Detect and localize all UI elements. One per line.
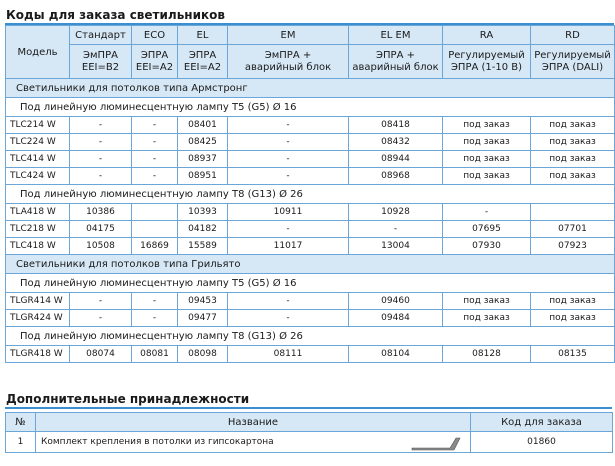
code-cell: 04182 bbox=[178, 221, 228, 238]
code-cell: 08081 bbox=[132, 346, 178, 363]
code-cell: под заказ bbox=[531, 134, 615, 151]
code-cell: - bbox=[228, 293, 349, 310]
code-cell: под заказ bbox=[531, 293, 615, 310]
code-cell: 09453 bbox=[178, 293, 228, 310]
accessory-number: 1 bbox=[6, 432, 36, 453]
column-description-line: EEI=A2 bbox=[183, 61, 222, 73]
model-cell: TLGR424 W bbox=[6, 310, 70, 327]
code-cell: 07701 bbox=[531, 221, 615, 238]
code-cell: 08937 bbox=[178, 151, 228, 168]
lamp-type-row bbox=[6, 327, 615, 346]
column-description-line: аварийный блок bbox=[352, 61, 439, 73]
column-description-line: ЭПРА + bbox=[376, 49, 415, 61]
code-cell: 08104 bbox=[349, 346, 443, 363]
accessories-header-row bbox=[6, 413, 613, 432]
code-cell: 08111 bbox=[228, 346, 349, 363]
model-cell: TLC218 W bbox=[6, 221, 70, 238]
code-cell: 13004 bbox=[349, 238, 443, 255]
code-cell: 08418 bbox=[349, 117, 443, 134]
code-cell: 08135 bbox=[531, 346, 615, 363]
table-row bbox=[6, 134, 615, 151]
code-cell: - bbox=[228, 134, 349, 151]
code-cell: под заказ bbox=[443, 310, 531, 327]
column-header: RA bbox=[443, 26, 531, 45]
column-description-line: ЭПРА (DALI) bbox=[541, 61, 604, 73]
code-cell bbox=[132, 204, 178, 221]
table-row bbox=[6, 293, 615, 310]
lamp-type-subtitle: Под линейную люминесцентную лампу T8 (G13) Ø 26 bbox=[6, 185, 615, 204]
lamp-type-subtitle: Под линейную люминесцентную лампу T5 (G5) Ø 16 bbox=[6, 98, 615, 117]
table-row bbox=[6, 117, 615, 134]
model-cell: TLGR414 W bbox=[6, 293, 70, 310]
code-cell: 07695 bbox=[443, 221, 531, 238]
code-cell: - bbox=[70, 134, 132, 151]
code-cell: 08432 bbox=[349, 134, 443, 151]
code-cell: - bbox=[349, 221, 443, 238]
table-row bbox=[6, 168, 615, 185]
code-cell: 11017 bbox=[228, 238, 349, 255]
section-row bbox=[6, 79, 615, 98]
column-header: ECO bbox=[132, 26, 178, 45]
section-row bbox=[6, 255, 615, 274]
lamp-type-subtitle: Под линейную люминесцентную лампу T8 (G13) Ø 26 bbox=[6, 327, 615, 346]
code-cell: - bbox=[228, 151, 349, 168]
code-cell: - bbox=[70, 310, 132, 327]
code-cell: 10911 bbox=[228, 204, 349, 221]
code-cell: под заказ bbox=[443, 134, 531, 151]
lamp-type-subtitle: Под линейную люминесцентную лампу T5 (G5) Ø 16 bbox=[6, 274, 615, 293]
code-cell: - bbox=[228, 168, 349, 185]
code-cell: - bbox=[132, 293, 178, 310]
code-cell: - bbox=[443, 204, 531, 221]
order-codes-table bbox=[5, 25, 615, 363]
table-row bbox=[6, 238, 615, 255]
code-cell: 08951 bbox=[178, 168, 228, 185]
column-description bbox=[228, 45, 349, 79]
table-row bbox=[6, 204, 615, 221]
code-cell: - bbox=[228, 221, 349, 238]
section-title: Светильники для потолков типа Грильято bbox=[6, 255, 615, 274]
title-underline-accessories bbox=[5, 407, 612, 409]
code-cell: под заказ bbox=[443, 293, 531, 310]
table-row bbox=[6, 346, 615, 363]
code-cell: 07930 bbox=[443, 238, 531, 255]
column-header: EL EM bbox=[349, 26, 443, 45]
model-cell: TLGR418 W bbox=[6, 346, 70, 363]
model-cell: TLC224 W bbox=[6, 134, 70, 151]
model-cell: TLC424 W bbox=[6, 168, 70, 185]
accessory-name: Комплект крепления в потолки из гипсокартона bbox=[41, 437, 274, 447]
column-header: Стандарт bbox=[70, 26, 132, 45]
accessory-row bbox=[6, 432, 613, 453]
code-cell: - bbox=[132, 168, 178, 185]
column-header: RD bbox=[531, 26, 615, 45]
code-cell: 15589 bbox=[178, 238, 228, 255]
code-cell: - bbox=[132, 134, 178, 151]
code-cell: - bbox=[70, 151, 132, 168]
column-description-line: ЭмПРА + bbox=[264, 49, 312, 61]
code-cell: - bbox=[70, 293, 132, 310]
code-cell bbox=[531, 204, 615, 221]
code-cell: 10393 bbox=[178, 204, 228, 221]
accessory-code: 01860 bbox=[471, 432, 613, 453]
header-number: № bbox=[6, 413, 36, 432]
code-cell: 07923 bbox=[531, 238, 615, 255]
column-description bbox=[531, 45, 615, 79]
model-cell: TLA418 W bbox=[6, 204, 70, 221]
model-cell: TLC214 W bbox=[6, 117, 70, 134]
code-cell: 08425 bbox=[178, 134, 228, 151]
code-cell: 09460 bbox=[349, 293, 443, 310]
column-description-line: Регулируемый bbox=[448, 49, 525, 61]
column-description-line: ЭПРА bbox=[188, 49, 217, 61]
model-cell: TLC418 W bbox=[6, 238, 70, 255]
code-cell: - bbox=[132, 117, 178, 134]
column-description-line: ЭПРА (1-10 В) bbox=[450, 61, 523, 73]
lamp-type-row bbox=[6, 185, 615, 204]
lamp-type-row bbox=[6, 274, 615, 293]
code-cell: 04175 bbox=[70, 221, 132, 238]
table-row bbox=[6, 151, 615, 168]
header-code: Код для заказа bbox=[471, 413, 613, 432]
table-row bbox=[6, 310, 615, 327]
code-cell: под заказ bbox=[443, 117, 531, 134]
header-row-columns bbox=[6, 26, 615, 45]
code-cell: 08968 bbox=[349, 168, 443, 185]
column-description-line: EEI=B2 bbox=[81, 61, 120, 73]
code-cell: 08128 bbox=[443, 346, 531, 363]
column-description bbox=[349, 45, 443, 79]
column-description bbox=[132, 45, 178, 79]
code-cell bbox=[132, 221, 178, 238]
code-cell: 08944 bbox=[349, 151, 443, 168]
section-title-accessories: Дополнительные принадлежности bbox=[6, 392, 250, 406]
code-cell: под заказ bbox=[531, 151, 615, 168]
lamp-type-row bbox=[6, 98, 615, 117]
accessories-table bbox=[5, 412, 613, 453]
header-row-descriptions bbox=[6, 45, 615, 79]
column-header: EL bbox=[178, 26, 228, 45]
code-cell: 08074 bbox=[70, 346, 132, 363]
code-cell: под заказ bbox=[531, 310, 615, 327]
column-description bbox=[443, 45, 531, 79]
code-cell: под заказ bbox=[443, 168, 531, 185]
column-description-line: ЭПРА bbox=[140, 49, 169, 61]
code-cell: 09477 bbox=[178, 310, 228, 327]
code-cell: 10386 bbox=[70, 204, 132, 221]
code-cell: под заказ bbox=[531, 117, 615, 134]
header-model: Модель bbox=[6, 26, 70, 79]
code-cell: 08401 bbox=[178, 117, 228, 134]
column-description-line: EEI=A2 bbox=[135, 61, 174, 73]
column-description bbox=[70, 45, 132, 79]
code-cell: - bbox=[70, 117, 132, 134]
column-header: EM bbox=[228, 26, 349, 45]
section-title: Светильники для потолков типа Армстронг bbox=[6, 79, 615, 98]
section-title-codes: Коды для заказа светильников bbox=[6, 8, 225, 22]
ceiling-bracket-icon bbox=[410, 435, 462, 451]
column-description-line: ЭмПРА bbox=[83, 49, 118, 61]
model-cell: TLC414 W bbox=[6, 151, 70, 168]
code-cell: 09484 bbox=[349, 310, 443, 327]
column-description bbox=[178, 45, 228, 79]
header-name: Название bbox=[36, 413, 471, 432]
code-cell: под заказ bbox=[531, 168, 615, 185]
table-row bbox=[6, 221, 615, 238]
code-cell: - bbox=[132, 310, 178, 327]
code-cell: - bbox=[228, 117, 349, 134]
column-description-line: аварийный блок bbox=[244, 61, 332, 73]
accessory-name-cell bbox=[36, 432, 471, 453]
code-cell: под заказ bbox=[443, 151, 531, 168]
code-cell: 08098 bbox=[178, 346, 228, 363]
column-description-line: Регулируемый bbox=[534, 49, 611, 61]
code-cell: - bbox=[70, 168, 132, 185]
code-cell: - bbox=[132, 151, 178, 168]
code-cell: 16869 bbox=[132, 238, 178, 255]
code-cell: 10928 bbox=[349, 204, 443, 221]
code-cell: 10508 bbox=[70, 238, 132, 255]
code-cell: - bbox=[228, 310, 349, 327]
